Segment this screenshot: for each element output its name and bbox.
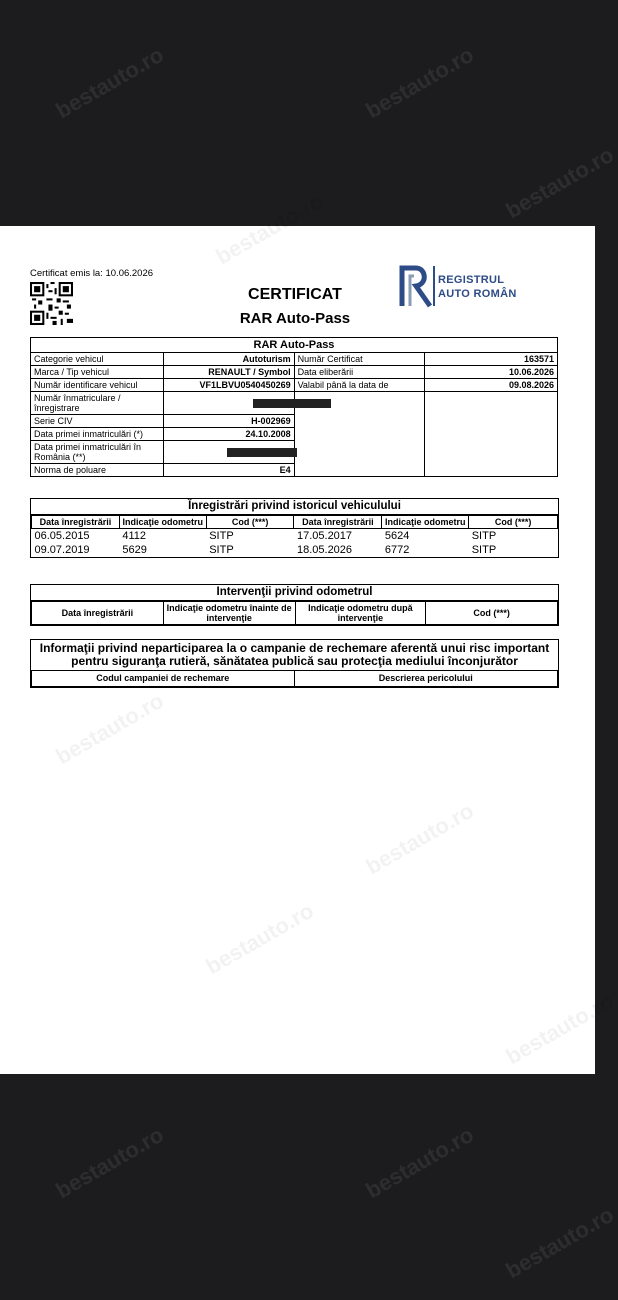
watermark: bestauto.ro [501, 1201, 618, 1284]
field-value: 24.10.2008 [163, 428, 294, 441]
field-label: Valabil până la data de [294, 379, 425, 392]
watermark: bestauto.ro [361, 1121, 478, 1204]
table-cell: 06.05.2015 [34, 530, 90, 542]
table-row [32, 543, 558, 557]
watermark: bestauto.ro [51, 41, 168, 124]
rar-logo-icon [400, 264, 530, 308]
column-header: Cod (***) [206, 516, 294, 529]
watermark: bestauto.ro [201, 897, 318, 980]
field-label: Data eliberării [294, 366, 425, 379]
column-header: Descrierea pericolului [294, 671, 558, 687]
column-header: Data înregistrării [294, 516, 382, 529]
vehicle-info-table [30, 337, 558, 477]
field-value: 163571 [425, 353, 558, 366]
column-header: Indicaţie odometru după intervenţie [295, 602, 426, 625]
field-label: Număr înmatriculare / înregistrare [31, 392, 164, 415]
recall-table [31, 670, 558, 687]
redaction-bar [227, 448, 297, 457]
column-header: Data înregistrării [32, 602, 164, 625]
table-cell: SITP [209, 544, 234, 556]
watermark: bestauto.ro [211, 187, 328, 270]
field-value [163, 441, 294, 464]
table-cell: SITP [471, 530, 497, 542]
field-label: Serie CIV [31, 415, 164, 428]
field-value: RENAULT / Symbol [163, 366, 294, 379]
field-label: Categorie vehicul [31, 353, 164, 366]
field-value: H-002969 [163, 415, 294, 428]
field-value: VF1LBVU0540450269 [163, 379, 294, 392]
table-cell: SITP [209, 530, 234, 542]
table-row [32, 529, 558, 544]
field-value: Autoturism [163, 353, 294, 366]
field-label: Norma de poluare [31, 464, 164, 477]
field-value: E4 [163, 464, 294, 477]
watermark: bestauto.ro [501, 141, 618, 224]
vehicle-history-section [30, 498, 559, 558]
table-cell: 6772 [384, 544, 410, 556]
column-header: Data înregistrării [32, 516, 120, 529]
empty-cell [425, 392, 558, 477]
odometer-table [31, 601, 558, 625]
table-cell: 5624 [384, 530, 410, 542]
field-value: 10.06.2026 [425, 366, 558, 379]
column-header: Cod (***) [426, 602, 558, 625]
certificate-title: CERTIFICAT [248, 286, 342, 303]
recall-title: Informaţii privind neparticiparea la o campanie de rechemare aferentă unui risc important pentru siguranţa rutieră, sănătatea publică sau protecţia mediului înconjurător [39, 641, 550, 668]
table-cell: 5629 [122, 544, 147, 556]
odometer-title: Intervenţii privind odometrul [31, 585, 558, 601]
watermark: bestauto.ro [361, 797, 478, 880]
field-value [163, 392, 294, 415]
column-header: Indicaţie odometru înainte de intervenţie [163, 602, 295, 625]
qr-code-icon [30, 282, 73, 325]
redaction-bar [253, 399, 331, 408]
field-label: Data primei inmatriculări în România (**) [31, 441, 164, 464]
certificate-page [0, 187, 618, 1074]
field-label: Număr Certificat [294, 353, 425, 366]
recall-campaign-section [30, 639, 559, 688]
certificate-subtitle: RAR Auto-Pass [239, 310, 351, 327]
table-cell: 18.05.2026 [296, 544, 353, 556]
table-cell: 09.07.2019 [34, 544, 90, 556]
column-header: Indicaţie odometru [119, 516, 206, 529]
column-header: Cod (***) [469, 516, 558, 529]
field-label: Data primei inmatriculări (*) [31, 428, 164, 441]
logo-line-1: REGISTRUL [438, 274, 505, 286]
field-value: 09.08.2026 [425, 379, 558, 392]
vehicle-table-header: RAR Auto-Pass [31, 338, 558, 353]
logo-line-2: AUTO ROMÂN [438, 288, 517, 300]
field-label: Număr identificare vehicul [31, 379, 164, 392]
odometer-interventions-section [30, 584, 559, 626]
column-header: Indicaţie odometru [382, 516, 469, 529]
table-cell: 17.05.2017 [296, 530, 353, 542]
table-cell: SITP [471, 544, 497, 556]
watermark: bestauto.ro [51, 687, 168, 770]
table-cell: 4112 [122, 530, 147, 542]
watermark: bestauto.ro [501, 987, 618, 1070]
watermark: bestauto.ro [51, 1121, 168, 1204]
issued-date: Certificat emis la: 10.06.2026 [30, 268, 154, 279]
history-table [31, 515, 558, 557]
column-header: Codul campaniei de rechemare [32, 671, 295, 687]
field-label: Marca / Tip vehicul [31, 366, 164, 379]
watermark: bestauto.ro [361, 41, 478, 124]
history-title: Înregistrări privind istoricul vehiculului [31, 499, 558, 515]
